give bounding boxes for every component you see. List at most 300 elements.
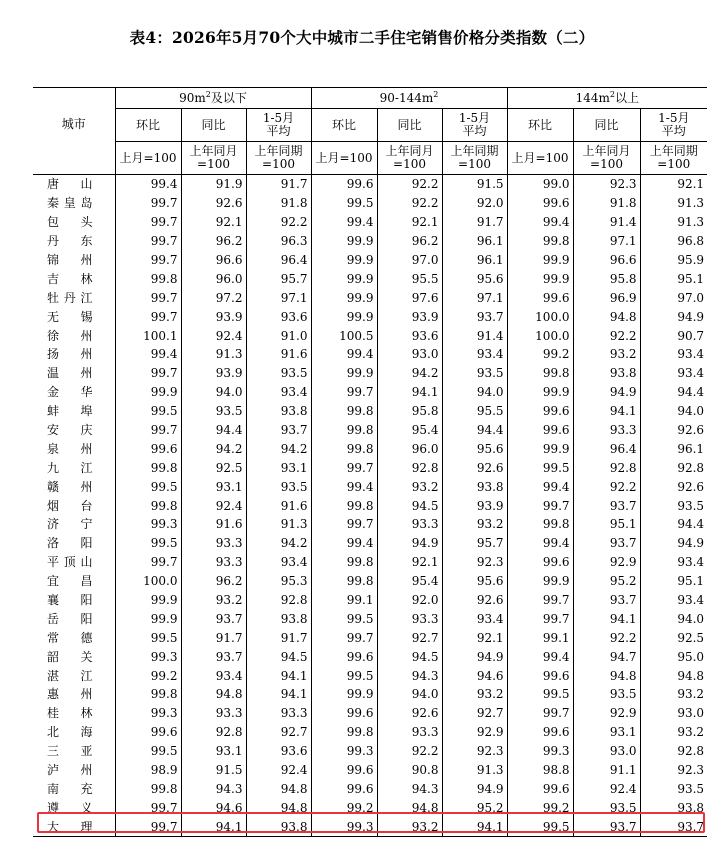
value-cell: 94.1 [246,685,311,704]
table-row [33,477,707,496]
value-cell: 95.9 [640,251,707,270]
sub-header-cell: 1-5月 平均 [442,109,507,142]
value-cell: 93.3 [573,421,640,440]
city-cell: 秦皇岛 [47,196,93,211]
table-row [33,288,707,307]
value-cell: 94.0 [640,402,707,421]
value-cell: 97.2 [181,288,246,307]
value-cell: 95.1 [573,515,640,534]
value-cell: 99.7 [311,628,377,647]
city-cell: 烟台 [47,498,93,513]
value-cell: 92.4 [573,780,640,799]
table-row [33,383,707,402]
value-cell: 97.1 [246,288,311,307]
value-cell: 92.3 [573,175,640,194]
value-cell: 93.5 [181,402,246,421]
value-cell: 91.4 [442,326,507,345]
base-header-cell: 上月=100 [115,142,181,175]
value-cell: 92.1 [377,553,442,572]
value-cell: 94.9 [573,383,640,402]
value-cell: 93.5 [246,364,311,383]
value-cell: 97.1 [573,232,640,251]
value-cell: 93.2 [442,685,507,704]
value-cell: 92.8 [573,458,640,477]
value-cell: 99.6 [507,194,573,213]
value-cell: 99.9 [115,591,181,610]
city-cell: 金华 [47,385,93,400]
value-cell: 93.3 [181,534,246,553]
value-cell: 95.2 [442,798,507,817]
group-header: $90-144m^2$ [311,88,507,109]
value-cell: 92.8 [377,458,442,477]
value-cell: 93.3 [377,723,442,742]
value-cell: 94.1 [181,817,246,836]
value-cell: 97.0 [640,288,707,307]
table-row [33,572,707,591]
table-row [33,326,707,345]
value-cell: 99.8 [311,496,377,515]
value-cell: 95.7 [442,534,507,553]
value-cell: 99.9 [311,232,377,251]
value-cell: 93.1 [246,458,311,477]
value-cell: 99.6 [507,288,573,307]
value-cell: 99.8 [311,402,377,421]
value-cell: 99.7 [311,458,377,477]
value-cell: 99.6 [311,780,377,799]
value-cell: 99.4 [507,534,573,553]
value-cell: 94.8 [246,798,311,817]
value-cell: 99.6 [311,647,377,666]
city-cell: 无锡 [47,309,93,324]
value-cell: 91.3 [640,213,707,232]
value-cell: 99.8 [311,723,377,742]
value-cell: 92.7 [377,628,442,647]
value-cell: 95.3 [246,572,311,591]
value-cell: 99.5 [311,609,377,628]
value-cell: 95.2 [573,572,640,591]
value-cell: 92.6 [377,704,442,723]
value-cell: 94.7 [573,647,640,666]
city-cell: 大理 [33,817,115,836]
value-cell: 93.4 [640,364,707,383]
city-cell: 泉州 [47,441,93,456]
city-cell: 徐州 [47,328,93,343]
value-cell: 93.5 [640,780,707,799]
value-cell: 99.7 [115,817,181,836]
value-cell: 99.8 [507,364,573,383]
city-header-blank [33,142,115,175]
base-header-row [33,142,707,175]
value-cell: 93.4 [181,666,246,685]
value-cell: 99.9 [507,572,573,591]
value-cell: 92.7 [442,704,507,723]
value-cell: 93.3 [377,515,442,534]
value-cell: 95.6 [442,572,507,591]
value-cell: 93.4 [442,609,507,628]
value-cell: 93.8 [246,609,311,628]
table-row [33,175,707,194]
value-cell: 93.5 [573,798,640,817]
value-cell: 95.6 [442,269,507,288]
value-cell: 91.7 [246,175,311,194]
value-cell: 94.1 [573,402,640,421]
value-cell: 96.8 [640,232,707,251]
value-cell: 92.8 [640,458,707,477]
table-row [33,458,707,477]
value-cell: 99.8 [311,439,377,458]
table-row [33,269,707,288]
base-header-cell: 上年同月 =100 [573,142,640,175]
value-cell: 94.9 [640,307,707,326]
city-cell: 吉林 [47,271,93,286]
value-cell: 92.1 [181,213,246,232]
value-cell: 99.2 [115,666,181,685]
value-cell: 99.7 [115,251,181,270]
value-cell: 93.5 [640,496,707,515]
value-cell: 91.8 [573,194,640,213]
value-cell: 93.4 [640,591,707,610]
value-cell: 99.9 [311,269,377,288]
value-cell: 99.3 [507,742,573,761]
value-cell: 99.4 [311,477,377,496]
value-cell: 93.5 [442,364,507,383]
value-cell: 94.9 [640,534,707,553]
value-cell: 97.6 [377,288,442,307]
value-cell: 99.8 [115,685,181,704]
value-cell: 100.0 [115,572,181,591]
value-cell: 99.7 [115,213,181,232]
table-row [33,723,707,742]
city-cell: 扬州 [47,347,93,362]
table-row [33,496,707,515]
value-cell: 93.6 [377,326,442,345]
value-cell: 99.7 [115,421,181,440]
value-cell: 94.4 [640,383,707,402]
city-cell: 安庆 [47,423,93,438]
value-cell: 92.3 [640,761,707,780]
value-cell: 92.0 [377,591,442,610]
value-cell: 93.5 [573,685,640,704]
value-cell: 99.5 [311,194,377,213]
value-cell: 94.4 [442,421,507,440]
value-cell: 96.4 [573,439,640,458]
city-cell: 丹东 [47,234,93,249]
value-cell: 93.9 [181,307,246,326]
value-cell: 92.4 [246,761,311,780]
value-cell: 99.8 [507,232,573,251]
value-cell: 93.6 [246,307,311,326]
table-row [33,251,707,270]
city-cell: 惠州 [47,687,93,702]
value-cell: 92.3 [442,553,507,572]
table-row [33,685,707,704]
value-cell: 99.8 [115,458,181,477]
value-cell: 99.3 [311,817,377,836]
value-cell: 93.4 [640,345,707,364]
value-cell: 99.5 [311,666,377,685]
table-row [33,194,707,213]
value-cell: 92.4 [181,326,246,345]
value-cell: 99.4 [507,477,573,496]
value-cell: 94.2 [246,439,311,458]
city-cell: 湛江 [47,668,93,683]
value-cell: 99.9 [507,251,573,270]
value-cell: 93.3 [181,704,246,723]
value-cell: 93.2 [181,591,246,610]
table-row [33,402,707,421]
value-cell: 92.3 [442,742,507,761]
value-cell: 95.6 [442,439,507,458]
value-cell: 96.2 [181,232,246,251]
value-cell: 93.6 [246,742,311,761]
table-header [33,88,707,175]
value-cell: 95.1 [640,572,707,591]
value-cell: 99.9 [311,685,377,704]
value-cell: 98.9 [115,761,181,780]
value-cell: 99.6 [115,723,181,742]
city-cell: 洛阳 [47,536,93,551]
value-cell: 94.8 [377,798,442,817]
value-cell: 99.2 [311,798,377,817]
value-cell: 92.6 [181,194,246,213]
value-cell: 92.8 [181,723,246,742]
group-header: $90m^2$及以下 [115,88,311,109]
value-cell: 91.5 [442,175,507,194]
table-row [33,307,707,326]
base-header-cell: 上年同月 =100 [181,142,246,175]
city-cell: 桂林 [47,706,93,721]
value-cell: 93.2 [442,515,507,534]
sub-header-cell: 环比 [507,109,573,142]
value-cell: 94.5 [246,647,311,666]
value-cell: 93.2 [640,685,707,704]
value-cell: 93.7 [573,496,640,515]
value-cell: 99.6 [507,780,573,799]
value-cell: 93.2 [573,345,640,364]
value-cell: 92.9 [573,553,640,572]
value-cell: 99.7 [115,307,181,326]
value-cell: 100.5 [311,326,377,345]
base-header-cell: 上年同月 =100 [377,142,442,175]
value-cell: 99.7 [115,364,181,383]
value-cell: 91.9 [181,175,246,194]
table-row [33,780,707,799]
value-cell: 99.8 [311,553,377,572]
value-cell: 99.7 [115,232,181,251]
value-cell: 93.7 [442,307,507,326]
value-cell: 94.2 [181,439,246,458]
city-cell: 常德 [47,630,93,645]
value-cell: 94.1 [246,666,311,685]
value-cell: 93.1 [181,742,246,761]
value-cell: 94.1 [442,817,507,836]
value-cell: 99.7 [311,383,377,402]
value-cell: 92.6 [640,421,707,440]
table-body [33,175,707,837]
sub-header-row [33,109,707,142]
value-cell: 99.6 [311,175,377,194]
value-cell: 94.3 [377,666,442,685]
value-cell: 93.1 [181,477,246,496]
value-cell: 99.9 [311,364,377,383]
base-header-cell: 上月=100 [507,142,573,175]
value-cell: 90.8 [377,761,442,780]
value-cell: 93.4 [442,345,507,364]
value-cell: 96.1 [442,232,507,251]
value-cell: 93.9 [442,496,507,515]
sub-header-cell: 环比 [311,109,377,142]
value-cell: 99.7 [115,798,181,817]
value-cell: 99.7 [115,194,181,213]
value-cell: 99.5 [115,477,181,496]
value-cell: 99.4 [115,345,181,364]
table-row [33,666,707,685]
value-cell: 99.3 [115,515,181,534]
value-cell: 96.6 [573,251,640,270]
value-cell: 93.8 [640,798,707,817]
sub-header-cell: 同比 [377,109,442,142]
value-cell: 92.2 [377,194,442,213]
city-cell: 北海 [47,725,93,740]
table-row [33,704,707,723]
value-cell: 99.7 [507,704,573,723]
value-cell: 99.9 [507,383,573,402]
value-cell: 99.1 [311,591,377,610]
value-cell: 95.0 [640,647,707,666]
value-cell: 92.5 [181,458,246,477]
value-cell: 91.7 [442,213,507,232]
value-cell: 99.9 [311,307,377,326]
value-cell: 94.4 [640,515,707,534]
city-cell: 宜昌 [47,574,93,589]
value-cell: 94.3 [181,780,246,799]
value-cell: 94.6 [442,666,507,685]
value-cell: 99.4 [311,213,377,232]
table-row [33,345,707,364]
value-cell: 99.0 [507,175,573,194]
value-cell: 92.2 [573,477,640,496]
table-row [33,798,707,817]
value-cell: 91.3 [442,761,507,780]
value-cell: 92.8 [640,742,707,761]
city-cell: 遵义 [47,800,93,815]
city-cell: 南充 [47,781,93,796]
city-cell: 济宁 [47,517,93,532]
value-cell: 99.9 [311,251,377,270]
value-cell: 99.8 [507,515,573,534]
city-cell: 牡丹江 [47,290,93,305]
value-cell: 93.4 [246,383,311,402]
city-header: 城市 [33,88,115,142]
value-cell: 99.9 [311,288,377,307]
value-cell: 94.8 [573,307,640,326]
value-cell: 96.4 [246,251,311,270]
value-cell: 92.2 [377,175,442,194]
value-cell: 91.6 [246,496,311,515]
table-row [33,591,707,610]
base-header-cell: 上年同期 =100 [246,142,311,175]
price-index-table [33,87,707,837]
value-cell: 96.1 [640,439,707,458]
value-cell: 94.1 [377,383,442,402]
value-cell: 92.2 [573,326,640,345]
value-cell: 94.8 [181,685,246,704]
value-cell: 93.0 [640,704,707,723]
value-cell: 94.3 [377,780,442,799]
value-cell: 91.4 [573,213,640,232]
city-cell: 平顶山 [47,555,93,570]
value-cell: 94.5 [377,496,442,515]
table-row [33,421,707,440]
sub-header-cell: 环比 [115,109,181,142]
value-cell: 99.7 [507,496,573,515]
value-cell: 99.5 [507,685,573,704]
value-cell: 99.5 [115,628,181,647]
value-cell: 99.6 [507,402,573,421]
value-cell: 93.1 [573,723,640,742]
value-cell: 99.8 [115,780,181,799]
value-cell: 93.7 [246,421,311,440]
table-row [33,534,707,553]
value-cell: 93.9 [181,364,246,383]
value-cell: 99.8 [115,269,181,288]
value-cell: 93.0 [573,742,640,761]
value-cell: 99.8 [311,572,377,591]
value-cell: 96.3 [246,232,311,251]
value-cell: 99.7 [115,288,181,307]
value-cell: 92.0 [442,194,507,213]
value-cell: 94.8 [246,780,311,799]
value-cell: 99.5 [507,817,573,836]
value-cell: 92.2 [377,742,442,761]
value-cell: 99.7 [507,591,573,610]
value-cell: 95.7 [246,269,311,288]
value-cell: 96.9 [573,288,640,307]
value-cell: 93.8 [246,402,311,421]
value-cell: 93.7 [573,534,640,553]
value-cell: 94.8 [573,666,640,685]
value-cell: 93.8 [246,817,311,836]
sub-header-cell: 同比 [573,109,640,142]
city-cell: 三亚 [47,744,93,759]
value-cell: 99.7 [507,609,573,628]
value-cell: 99.9 [115,383,181,402]
table-row [33,609,707,628]
value-cell: 92.9 [442,723,507,742]
city-cell: 蚌埠 [47,404,93,419]
value-cell: 94.5 [377,647,442,666]
value-cell: 99.1 [507,628,573,647]
value-cell: 93.8 [573,364,640,383]
value-cell: 93.9 [377,307,442,326]
value-cell: 92.5 [640,628,707,647]
table-row [33,817,707,836]
table-row [33,647,707,666]
value-cell: 99.3 [115,647,181,666]
value-cell: 92.6 [640,477,707,496]
value-cell: 99.6 [507,421,573,440]
value-cell: 99.8 [311,421,377,440]
city-cell: 包头 [47,215,93,230]
value-cell: 99.6 [311,761,377,780]
value-cell: 93.2 [640,723,707,742]
value-cell: 93.3 [377,609,442,628]
value-cell: 93.7 [181,647,246,666]
value-cell: 94.6 [181,798,246,817]
value-cell: 99.9 [507,439,573,458]
value-cell: 93.4 [640,553,707,572]
value-cell: 93.2 [377,477,442,496]
